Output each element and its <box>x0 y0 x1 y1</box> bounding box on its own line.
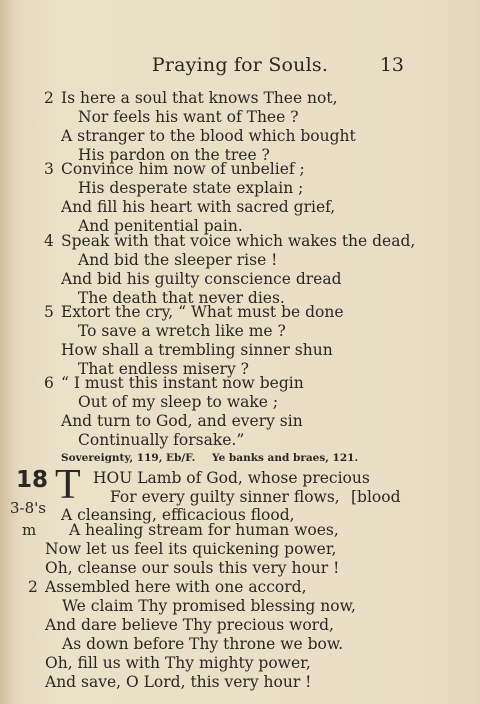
verse-number: 2 <box>44 89 54 107</box>
page-title: Praying for Souls. <box>151 54 329 76</box>
tune-reference-right: Ye banks and braes, 121. <box>212 452 359 464</box>
page-number: 13 <box>379 54 404 76</box>
hymn-number: 18 <box>16 467 49 493</box>
verse-line: That endless misery ? <box>78 360 249 378</box>
verse-line: HOU Lamb of God, whose precious <box>93 469 370 487</box>
verse-line: And bid his guilty conscience dread <box>61 270 342 288</box>
verse-line: And penitential pain. <box>78 217 243 235</box>
verse-line: Now let us feel its quickening power, <box>45 540 337 558</box>
verse-line: A cleansing, efficacious flood, <box>61 506 295 524</box>
verse-number: 2 <box>28 578 38 596</box>
verse-line: Oh, cleanse our souls this very hour ! <box>45 559 340 577</box>
verse-line: And fill his heart with sacred grief, <box>61 198 336 216</box>
verse-line: His pardon on the tree ? <box>78 146 270 164</box>
page-gutter <box>0 0 14 704</box>
verse-number: 5 <box>44 303 54 321</box>
verse-number: 3 <box>44 160 54 178</box>
verse-line: His desperate state explain ; <box>78 179 304 197</box>
verse-line: Assembled here with one accord, <box>45 578 307 596</box>
verse-line: We claim Thy promised blessing now, <box>62 597 356 615</box>
verse-line: And turn to God, and every sin <box>61 412 303 430</box>
tune-reference-left: Sovereignty, 119, Eb/F. <box>61 452 196 464</box>
verse-number: 4 <box>44 232 54 250</box>
drop-cap: T <box>55 462 81 508</box>
verse-line: The death that never dies. <box>78 289 285 307</box>
verse-line: As down before Thy throne we bow. <box>62 635 344 653</box>
verse-line: And save, O Lord, this very hour ! <box>45 673 312 691</box>
verse-line: And bid the sleeper rise ! <box>78 251 278 269</box>
verse-line: Convince him now of unbelief ; <box>61 160 305 178</box>
verse-line: “ I must this instant now begin <box>61 374 304 392</box>
verse-line: Continually forsake.” <box>78 431 245 449</box>
verse-line: Out of my sleep to wake ; <box>78 393 279 411</box>
verse-line: Extort the cry, “ What must be done <box>61 303 344 321</box>
verse-line: Is here a soul that knows Thee not, <box>61 89 338 107</box>
verse-line: Speak with that voice which wakes the dead, <box>61 232 416 250</box>
verse-line: Nor feels his want of Thee ? <box>78 108 299 126</box>
overflow-word: [blood <box>351 488 401 506</box>
verse-line: And dare believe Thy precious word, <box>45 616 334 634</box>
verse-line: For every guilty sinner flows, <box>110 488 340 506</box>
verse-line: A healing stream for human woes, <box>69 521 339 539</box>
verse-line: To save a wretch like me ? <box>78 322 286 340</box>
meter-note: 3-8's <box>10 499 46 517</box>
verse-number: 6 <box>44 374 54 392</box>
verse-line: A stranger to the blood which bought <box>61 127 356 145</box>
verse-line: Oh, fill us with Thy mighty power, <box>45 654 311 672</box>
margin-mark: m <box>22 521 37 539</box>
verse-line: How shall a trembling sinner shun <box>61 341 333 359</box>
